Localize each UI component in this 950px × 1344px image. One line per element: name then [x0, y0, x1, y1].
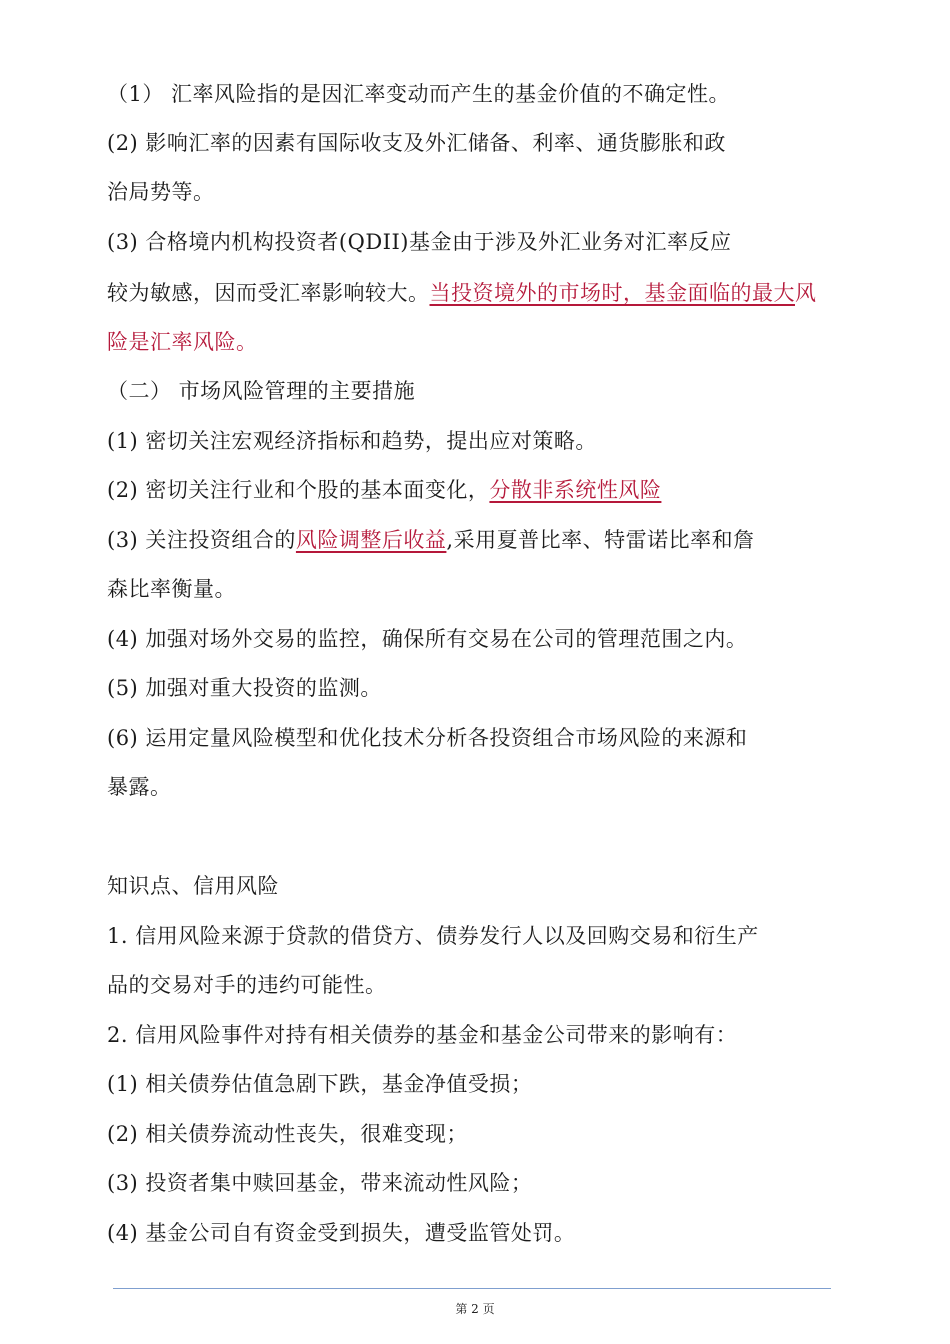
- line-text: (2) 密切关注行业和个股的基本面变化，: [107, 478, 490, 502]
- line-text: 知识点、信用风险: [107, 874, 279, 898]
- text-line: [107, 525, 755, 555]
- text-line: [107, 574, 236, 604]
- line-text: 治局势等。: [107, 180, 215, 204]
- line-text: 1. 信用风险来源于贷款的借贷方、债券发行人以及回购交易和衍生产: [107, 924, 759, 948]
- highlighted-text: 风: [795, 281, 817, 305]
- text-line: [107, 1218, 575, 1248]
- text-line: [107, 1119, 468, 1149]
- text-line: [107, 278, 817, 308]
- highlighted-key-point: 风险调整后收益: [295, 528, 447, 552]
- line-text: (5) 加强对重大投资的监测。: [107, 676, 382, 700]
- line-text: (1) 密切关注宏观经济指标和趋势，提出应对策略。: [107, 429, 597, 453]
- line-text: (2) 相关债券流动性丧失，很难变现；: [107, 1122, 468, 1146]
- line-text: (4) 基金公司自有资金受到损失，遭受监管处罚。: [107, 1221, 576, 1245]
- line-text: 森比率衡量。: [107, 577, 236, 601]
- line-text: (6) 运用定量风险模型和优化技术分析各投资组合市场风险的来源和: [107, 726, 748, 750]
- text-line: [107, 475, 661, 505]
- text-line: [107, 624, 747, 654]
- text-line: [107, 970, 387, 1000]
- text-line: [107, 723, 747, 753]
- text-line: [107, 772, 172, 802]
- highlighted-text: 险是汇率风险。: [107, 330, 258, 354]
- line-text: 品的交易对手的违约可能性。: [107, 973, 387, 997]
- text-line: [107, 327, 258, 357]
- highlighted-key-point: 分散非系统性风险: [489, 478, 662, 502]
- text-line: [107, 1020, 737, 1050]
- text-line: [107, 426, 597, 456]
- line-text: ,采用夏普比率、特雷诺比率和詹: [446, 528, 755, 552]
- line-text: 暴露。: [107, 775, 172, 799]
- line-text: 较为敏感，因而受汇率影响较大。: [107, 281, 430, 305]
- highlighted-key-point: 当投资境外的市场时，基金面临的最大: [429, 281, 795, 305]
- text-line: [107, 1069, 532, 1099]
- footer-divider: [113, 1288, 831, 1289]
- line-text: (3) 合格境内机构投资者(QDII)基金由于涉及外汇业务对汇率反应: [107, 230, 732, 254]
- line-text: (3) 投资者集中赎回基金，带来流动性风险；: [107, 1171, 533, 1195]
- section-heading: [107, 871, 279, 901]
- text-line: [107, 1168, 532, 1198]
- text-line: [107, 177, 215, 207]
- line-text: (1) 相关债券估值急剧下跌，基金净值受损；: [107, 1072, 533, 1096]
- section-heading: [107, 376, 415, 406]
- text-line: [107, 128, 726, 158]
- text-line: [107, 79, 730, 109]
- text-line: [107, 921, 759, 951]
- text-line: [107, 673, 382, 703]
- line-text: (4) 加强对场外交易的监控，确保所有交易在公司的管理范围之内。: [107, 627, 748, 651]
- text-line: [107, 227, 731, 257]
- line-text: （二） 市场风险管理的主要措施: [107, 379, 416, 403]
- page-number: 第 2 页: [455, 1302, 495, 1316]
- line-text: （1） 汇率风险指的是因汇率变动而产生的基金价值的不确定性。: [107, 82, 731, 106]
- line-text: (3) 关注投资组合的: [107, 528, 296, 552]
- line-text: (2) 影响汇率的因素有国际收支及外汇储备、利率、通货膨胀和政: [107, 131, 726, 155]
- line-text: 2. 信用风险事件对持有相关债券的基金和基金公司带来的影响有：: [107, 1023, 738, 1047]
